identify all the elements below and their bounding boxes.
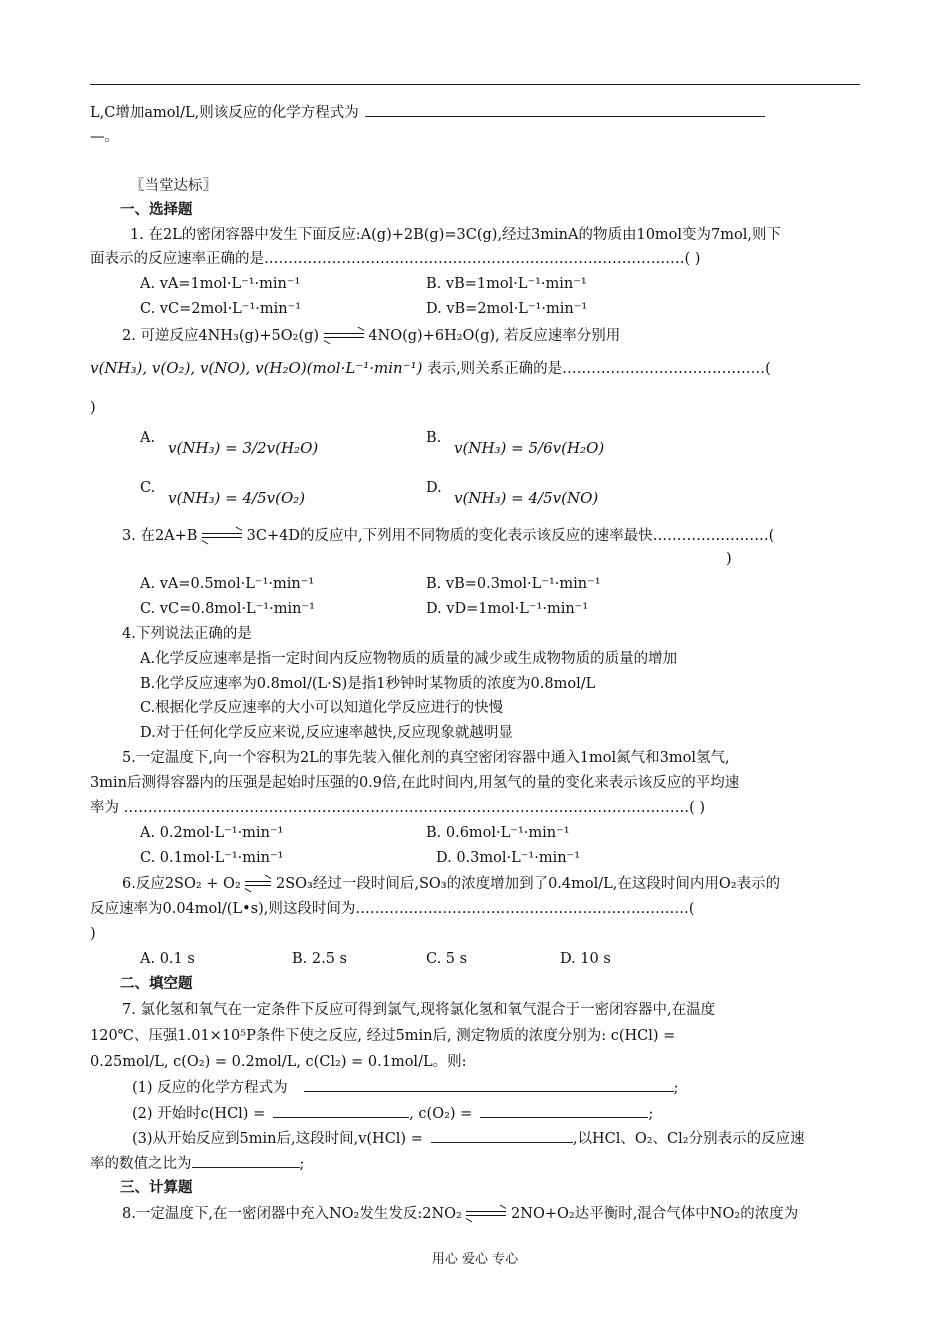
section-choice-title: 一、选择题 [120, 201, 193, 218]
q2-text-post: 4NO(g)+6H₂O(g), 若反应速率分别用 [368, 328, 621, 344]
q4-text: 4.下列说法正确的是 [122, 626, 252, 642]
q7-part-1-text: (1) 反应的化学方程式为 [132, 1080, 288, 1096]
semicolon: ; [648, 1106, 654, 1122]
q7-part-1-blank [304, 1077, 674, 1092]
q7-text-1: 7. 氯化氢和氧气在一定条件下反应可得到氯气,现将氯化氢和氧气混合于一密闭容器中,在温度 [122, 1002, 716, 1018]
q7-part-3-blank-b [192, 1153, 300, 1168]
q1-option-d: D. vB=2mol·L⁻¹·min⁻¹ [426, 301, 588, 317]
q2-option-c: v(NH₃) = 4/5v(O₂) [168, 489, 306, 507]
q6-line-1 [122, 874, 780, 894]
q3-line-1 [122, 526, 774, 546]
q5-option-c: C. 0.1mol·L⁻¹·min⁻¹ [140, 850, 284, 866]
equilibrium-arrow-icon [245, 879, 271, 889]
q5-text-2: 3min后测得容器内的压强是起始时压强的0.9倍,在此时间内,用氢气的量的变化来表示该反应的平均速 [90, 775, 740, 791]
q3-option-c: C. vC=0.8mol·L⁻¹·min⁻¹ [140, 601, 315, 617]
q6-text-post: 2SO₃经过一段时间后,SO₃的浓度增加到了0.4mol/L,在这段时间内用O₂表示的 [275, 876, 781, 892]
q2-option-b-label: B. [426, 430, 442, 446]
q7-part-3-text-c: 率的数值之比为 [90, 1156, 192, 1172]
q7-part-2-text-b: , c(O₂) = [409, 1106, 473, 1122]
q5-text-1: 5.一定温度下,向一个容积为2L的事先装入催化剂的真空密闭容器中通入1mol氮气和3mol氢气, [122, 750, 730, 766]
equilibrium-arrow-icon [202, 531, 242, 541]
q4-option-b: B.化学反应速率为0.8mol/(L·S)是指1秒钟时某物质的浓度为0.8mol/L [140, 676, 596, 692]
q8-text-post: 2NO+O₂达平衡时,混合气体中NO₂的浓度为 [511, 1206, 799, 1222]
answer-blank [365, 102, 765, 117]
q2-option-a-label: A. [140, 430, 156, 446]
q3-text-pre: 3. 在2A+B [122, 528, 198, 544]
q6-text-pre: 6.反应2SO₂ + O₂ [122, 876, 241, 892]
q4-option-a: A.化学反应速率是指一定时间内反应物物质的质量的减少或生成物物质的质量的增加 [140, 651, 678, 667]
q7-part-1 [132, 1077, 679, 1098]
q2-line-2 [90, 358, 771, 379]
q3-option-b: B. vB=0.3mol·L⁻¹·min⁻¹ [426, 576, 601, 592]
q6-option-c: C. 5 s [426, 951, 468, 967]
q7-part-3-line-2 [90, 1153, 304, 1174]
q2-option-b: v(NH₃) = 5/6v(H₂O) [454, 439, 605, 457]
q7-text-2: 120℃、压强1.01×10⁵P条件下使之反应, 经过5min后, 测定物质的浓度分别为: c(HCl) = [90, 1028, 676, 1044]
header-line-2: —。 [90, 129, 119, 145]
q7-part-3 [132, 1128, 805, 1149]
q6-option-a: A. 0.1 s [140, 951, 195, 967]
q7-part-3-text-b: ,以HCl、O₂、Cl₂分别表示的反应速 [572, 1131, 805, 1147]
q5-option-b: B. 0.6mol·L⁻¹·min⁻¹ [426, 825, 570, 841]
q2-option-d-label: D. [426, 480, 442, 496]
q3-option-a: A. vA=0.5mol·L⁻¹·min⁻¹ [140, 576, 315, 592]
q8-text-pre: 8.一定温度下,在一密闭器中充入NO₂发生发反:2NO₂ [122, 1206, 462, 1222]
q2-text-pre: 2. 可逆反应4NH₃(g)+5O₂(g) [122, 328, 320, 344]
q4-option-d: D.对于任何化学反应来说,反应速率越快,反应现象就越明显 [140, 725, 513, 741]
section-fill-title: 二、填空题 [120, 975, 193, 992]
q2-rate-formula: v(NH₃), v(O₂), v(NO), v(H₂O)(mol·L⁻¹·min⁻¹) [90, 359, 423, 377]
q7-part-2-blank-a [273, 1103, 409, 1118]
semicolon: ; [299, 1156, 305, 1172]
section-calc-title: 三、计算题 [120, 1179, 193, 1196]
q4-option-c: C.根据化学反应速率的大小可以知道化学反应进行的快慢 [140, 700, 504, 716]
header-line-1 [90, 102, 765, 123]
equilibrium-arrow-icon [324, 331, 364, 341]
q7-part-2 [132, 1103, 653, 1124]
semicolon: ; [673, 1080, 679, 1096]
page-footer: 用心 爱心 专心 [431, 1252, 519, 1267]
q3-option-d: D. vD=1mol·L⁻¹·min⁻¹ [426, 601, 589, 617]
q6-paren: ) [90, 926, 96, 942]
q3-paren: ) [726, 551, 732, 567]
q2-text-2: 表示,则关系正确的是……………………………………( [427, 361, 771, 377]
q2-line-1 [122, 326, 620, 346]
q1-text-2: 面表示的反应速率正确的是……………………………………………………………………………( ) [90, 251, 701, 267]
q6-text-2: 反应速率为0.04mol/(L•s),则这段时间为……………………………………………………………( [90, 901, 695, 917]
q5-option-d: D. 0.3mol·L⁻¹·min⁻¹ [436, 850, 581, 866]
q6-option-d: D. 10 s [560, 951, 611, 967]
header-rule [90, 84, 860, 85]
q7-text-3: 0.25mol/L, c(O₂) = 0.2mol/L, c(Cl₂) = 0.1mol/L。则: [90, 1054, 467, 1070]
q1-option-b: B. vB=1mol·L⁻¹·min⁻¹ [426, 276, 587, 292]
q2-paren: ) [90, 400, 96, 416]
q2-option-d: v(NH₃) = 4/5v(NO) [454, 489, 599, 507]
q8-line-1 [122, 1204, 798, 1224]
section-title: 〖当堂达标〗 [130, 178, 217, 194]
q6-option-b: B. 2.5 s [292, 951, 347, 967]
q1-option-c: C. vC=2mol·L⁻¹·min⁻¹ [140, 301, 302, 317]
q2-option-a: v(NH₃) = 3/2v(H₂O) [168, 439, 319, 457]
q1-text-1: 1. 在2L的密闭容器中发生下面反应:A(g)+2B(g)=3C(g),经过3minA的物质由10mol变为7mol,则下 [130, 227, 781, 243]
q5-text-3: 率为 ………………………………………………………………………………………………………( ) [90, 800, 706, 816]
header-text: L,C增加amol/L,则该反应的化学方程式为 [90, 105, 359, 121]
q7-part-2-blank-b [480, 1103, 648, 1118]
q7-part-3-blank-a [431, 1128, 573, 1143]
q2-option-c-label: C. [140, 480, 156, 496]
q1-option-a: A. vA=1mol·L⁻¹·min⁻¹ [140, 276, 301, 292]
equilibrium-arrow-icon [466, 1209, 506, 1219]
q7-part-3-text-a: (3)从开始反应到5min后,这段时间,v(HCl) = [132, 1131, 423, 1147]
q3-text-post: 3C+4D的反应中,下列用不同物质的变化表示该反应的速率最快……………………( [246, 528, 775, 544]
q5-option-a: A. 0.2mol·L⁻¹·min⁻¹ [140, 825, 284, 841]
q7-part-2-text-a: (2) 开始时c(HCl) = [132, 1106, 266, 1122]
